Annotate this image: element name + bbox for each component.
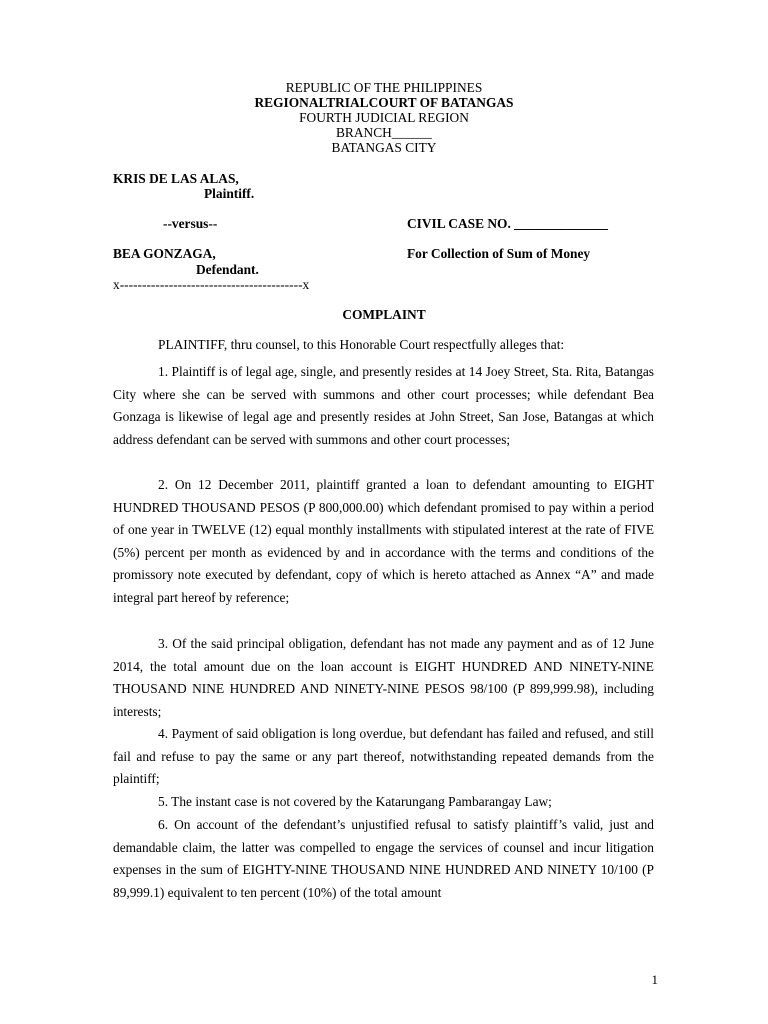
plaintiff-role: Plaintiff. xyxy=(204,186,255,201)
paragraph-4: 4. Payment of said obligation is long overdue, but defendant has failed and refused, and still fail and refuse to pay the same or any part thereof, notwithstanding repeated demands from the plaintiff; xyxy=(113,726,654,787)
defendant-role: Defendant. xyxy=(196,262,259,277)
paragraph-6: 6. On account of the defendant’s unjustified refusal to satisfy plaintiff’s valid, just and demandable claim, the latter was compelled to engage the services of counsel and incur litigation expenses in the sum of EIGHTY-NINE THOUSAND NINE HUNDRED AND NINETY 10/100 (P 89,999.1) equivalent to ten percent (10%) of the total amount xyxy=(113,817,654,900)
page-number: 1 xyxy=(651,972,658,987)
header-city: BATANGAS CITY xyxy=(331,140,437,155)
document-title: COMPLAINT xyxy=(342,307,426,322)
header-region: FOURTH JUDICIAL REGION xyxy=(299,110,469,125)
civil-case-number: CIVIL CASE NO. ______________ xyxy=(407,216,608,231)
paragraph-5: 5. The instant case is not covered by the Katarungang Pambarangay Law; xyxy=(158,794,552,809)
paragraph-2: 2. On 12 December 2011, plaintiff granted a loan to defendant amounting to EIGHT HUNDRED THOUSAND PESOS (P 800,000.00) which defendant promised to pay within a period of one year in TWELVE (12) equal monthly installments with stipulated interest at the rate of FIVE (5%) percent per month as evidenced by and in accordance with the terms and conditions of the promissory note executed by defendant, copy of which is hereto attached as Annex “A” and made integral part hereof by reference; xyxy=(113,477,654,605)
case-nature: For Collection of Sum of Money xyxy=(407,246,591,261)
paragraph-1: 1. Plaintiff is of legal age, single, and presently resides at 14 Joey Street, Sta. Rita, Batangas City where she can be served with summons and other court processes; while defendant Bea Gonzaga is likewise of legal age and presently resides at John Street, San Jose, Batangas at which address defendant can be served with summons and other court processes; xyxy=(113,364,654,447)
plaintiff-name: KRIS DE LAS ALAS, xyxy=(113,171,239,186)
defendant-name: BEA GONZAGA, xyxy=(113,246,216,261)
header-branch: BRANCH______ xyxy=(336,125,432,140)
header-republic: REPUBLIC OF THE PHILIPPINES xyxy=(285,80,483,95)
caption-separator: x-----------------------------------------x xyxy=(113,277,310,292)
versus-label: --versus-- xyxy=(163,216,218,231)
intro-paragraph: PLAINTIFF, thru counsel, to this Honorable Court respectfully alleges that: xyxy=(158,337,565,352)
paragraph-3: 3. Of the said principal obligation, defendant has not made any payment and as of 12 June 2014, the total amount due on the loan account is EIGHT HUNDRED AND NINETY-NINE THOUSAND NINE HUNDRED AND NINETY-NINE PESOS 98/100 (P 899,999.98), including interests; xyxy=(113,636,654,719)
header-court: REGIONALTRIALCOURT OF BATANGAS xyxy=(254,95,514,110)
